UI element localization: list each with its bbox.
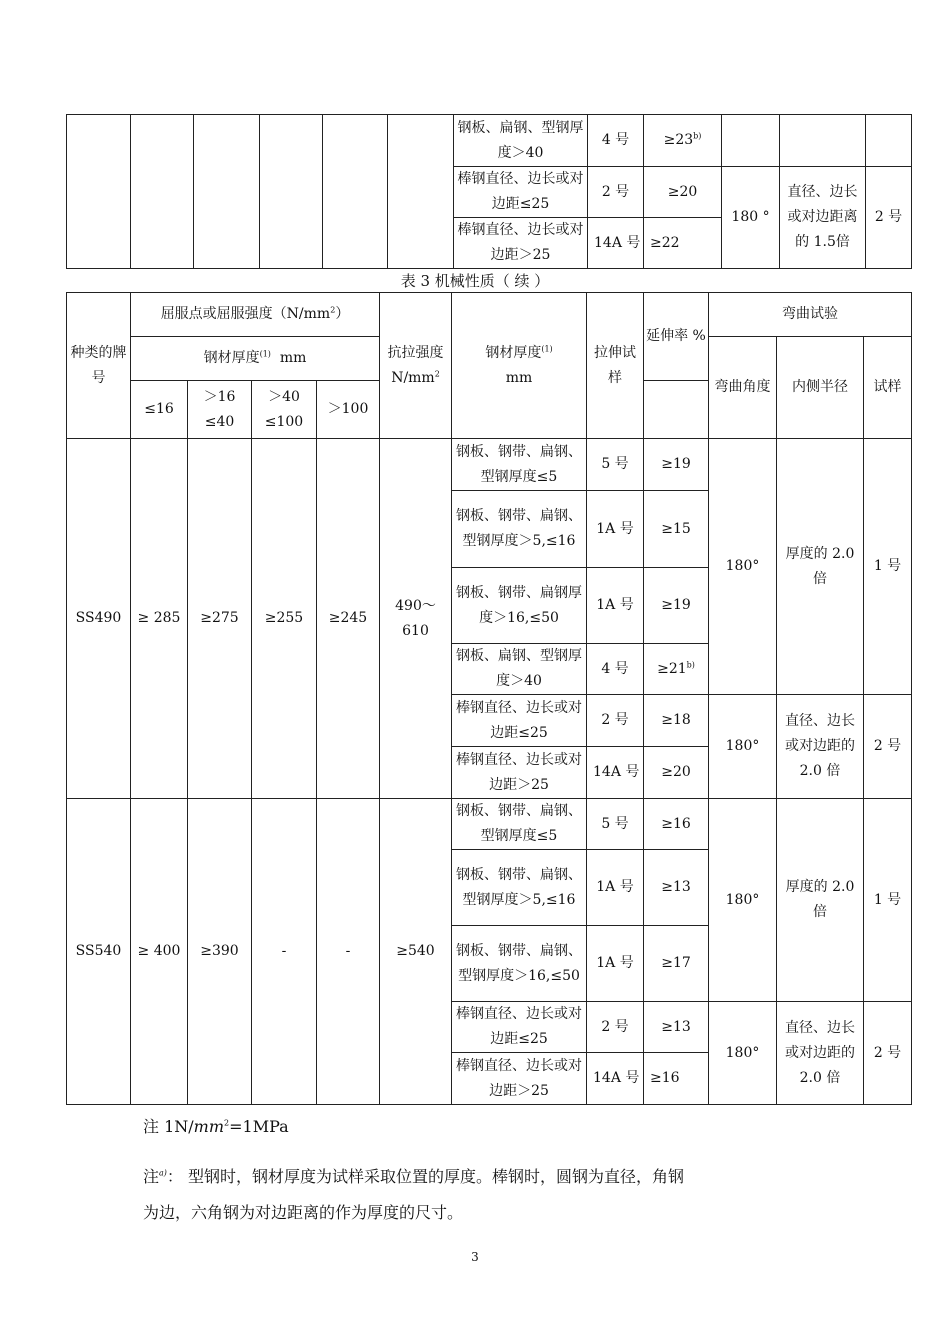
yield-cell: ≥ 285 [131, 439, 188, 799]
sample-cell: 14A 号 [588, 218, 644, 269]
empty-cell [866, 115, 912, 167]
bend-sample-cell: 1 号 [864, 439, 912, 695]
sample-cell: 14A 号 [587, 1053, 644, 1105]
sample-cell: 4 号 [587, 644, 644, 695]
header-bend: 弯曲试验 [709, 293, 912, 337]
sample-cell: 1A 号 [587, 491, 644, 568]
empty-cell [131, 115, 194, 269]
empty-cell [323, 115, 388, 269]
spec-cell: 钢板、钢带、扁钢、型钢厚度＞5,≤16 [452, 850, 587, 926]
sample-cell: 1A 号 [587, 926, 644, 1002]
mechanical-properties-table [66, 292, 912, 1105]
tensile-cell: ≥540 [380, 799, 452, 1105]
sample-cell: 1A 号 [587, 850, 644, 926]
elong-cell: ≥17 [644, 926, 709, 1002]
empty-cell [780, 115, 866, 167]
sample-cell: 1A 号 [587, 568, 644, 644]
page-number: 3 [471, 1250, 479, 1264]
elong-cell: ≥19 [644, 568, 709, 644]
spec-cell: 钢板、钢带、扁钢厚度＞16,≤50 [452, 568, 587, 644]
yield-cell: ≥255 [252, 439, 317, 799]
bend-sample-cell: 1 号 [864, 799, 912, 1002]
note-thickness-cont: 为边，六角钢为对边距离的作为厚度的尺寸。 [143, 1203, 464, 1222]
spec-cell: 钢板、钢带、扁钢、型钢厚度≤5 [452, 439, 587, 491]
spec-cell: 钢板、钢带、扁钢、型钢厚度≤5 [452, 799, 587, 850]
sample-cell: 4 号 [588, 115, 644, 167]
header-t2: ＞16 ≤40 [188, 381, 252, 439]
bend-angle-cell: 180° [709, 799, 777, 1002]
continued-table-top [66, 114, 912, 269]
elong-cell: ≥18 [644, 695, 709, 747]
elong-cell: ≥20 [644, 167, 722, 218]
elong-cell: ≥20 [644, 747, 709, 799]
bend-radius-cell: 厚度的 2.0 倍 [777, 439, 864, 695]
spec-cell: 钢板、钢带、扁钢、型钢厚度＞16,≤50 [452, 926, 587, 1002]
spec-cell: 钢板、钢带、扁钢、型钢厚度＞5,≤16 [452, 491, 587, 568]
spec-cell: 棒钢直径、边长或对边距≤25 [452, 1002, 587, 1053]
table-caption: 表 3 机械性质（ 续 ） [400, 272, 550, 290]
empty-cell [722, 115, 780, 167]
header-tensile: 抗拉强度 $N/mm^2$ [380, 293, 452, 439]
grade-cell: SS540 [67, 799, 131, 1105]
header-grade: 种类的牌号 [67, 293, 131, 439]
bend-sample-cell: 2 号 [864, 695, 912, 799]
spec-cell: 棒钢直径、边长或对边距＞25 [452, 1053, 587, 1105]
sample-cell: 5 号 [587, 799, 644, 850]
header-sample: 拉伸试样 [587, 293, 644, 439]
bend-sample-cell: 2 号 [864, 1002, 912, 1105]
bend-angle-cell: 180° [709, 1002, 777, 1105]
yield-cell: ≥275 [188, 439, 252, 799]
header-t3: ＞40 ≤100 [252, 381, 317, 439]
header-elong: 延伸率 % [644, 293, 709, 381]
tensile-cell: 490～610 [380, 439, 452, 799]
note-thickness: 注$^{a)}$： 型钢时，钢材厚度为试样采取位置的厚度。棒钢时，圆钢为直径，角钢 [143, 1167, 684, 1186]
empty-cell [67, 115, 131, 269]
elong-cell: $\ge 21^{b)}$ [644, 644, 709, 695]
spec-cell: 钢板、扁钢、型钢厚度＞40 [452, 644, 587, 695]
yield-cell: ≥ 400 [131, 799, 188, 1105]
bend-radius-cell: 直径、边长或对边距离的 1.5倍 [780, 167, 866, 269]
elong-cell: $\ge 23^{b)}$ [644, 115, 722, 167]
header-spec: 钢材厚度$^{(1)}$ mm [452, 293, 587, 439]
bend-radius-cell: 直径、边长或对边距的 2.0 倍 [777, 1002, 864, 1105]
header-bend-sample: 试样 [864, 337, 912, 439]
empty-cell [260, 115, 323, 269]
spec-cell: 棒钢直径、边长或对边距＞25 [454, 218, 588, 269]
spec-cell: 钢板、扁钢、型钢厚度＞40 [454, 115, 588, 167]
bend-angle-cell: 180° [709, 695, 777, 799]
header-elong-empty [644, 381, 709, 439]
sample-cell: 2 号 [587, 1002, 644, 1053]
empty-cell [194, 115, 260, 269]
spec-cell: 棒钢直径、边长或对边距＞25 [452, 747, 587, 799]
grade-cell: SS490 [67, 439, 131, 799]
sample-cell: 2 号 [587, 695, 644, 747]
spec-cell: 棒钢直径、边长或对边距≤25 [452, 695, 587, 747]
header-thickness: 钢材厚度$^{(1)}$ mm [131, 337, 380, 381]
header-bend-angle: 弯曲角度 [709, 337, 777, 439]
spec-cell: 棒钢直径、边长或对边距≤25 [454, 167, 588, 218]
yield-cell: ≥390 [188, 799, 252, 1105]
sample-cell: 2 号 [588, 167, 644, 218]
yield-cell: - [317, 799, 380, 1105]
elong-cell: ≥13 [644, 1002, 709, 1053]
bend-radius-cell: 直径、边长或对边距的 2.0 倍 [777, 695, 864, 799]
bend-sample-cell: 2 号 [866, 167, 912, 269]
elong-cell: ≥16 [644, 1053, 709, 1105]
header-yield: 屈服点或屈服强度$(N/mm^2)$ [131, 293, 380, 337]
bend-angle-cell: 180° [709, 439, 777, 695]
elong-cell: ≥16 [644, 799, 709, 850]
elong-cell: ≥13 [644, 850, 709, 926]
header-t1: ≤16 [131, 381, 188, 439]
bend-angle-cell: 180 ° [722, 167, 780, 269]
yield-cell: - [252, 799, 317, 1105]
header-t4: ＞100 [317, 381, 380, 439]
yield-cell: ≥245 [317, 439, 380, 799]
header-bend-radius: 内侧半径 [777, 337, 864, 439]
elong-cell: ≥19 [644, 439, 709, 491]
sample-cell: 14A 号 [587, 747, 644, 799]
elong-cell: ≥22 [644, 218, 722, 269]
note-unit: 注 $1N/mm^2=1MPa$ [143, 1117, 289, 1136]
sample-cell: 5 号 [587, 439, 644, 491]
empty-cell [388, 115, 454, 269]
elong-cell: ≥15 [644, 491, 709, 568]
bend-radius-cell: 厚度的 2.0 倍 [777, 799, 864, 1002]
